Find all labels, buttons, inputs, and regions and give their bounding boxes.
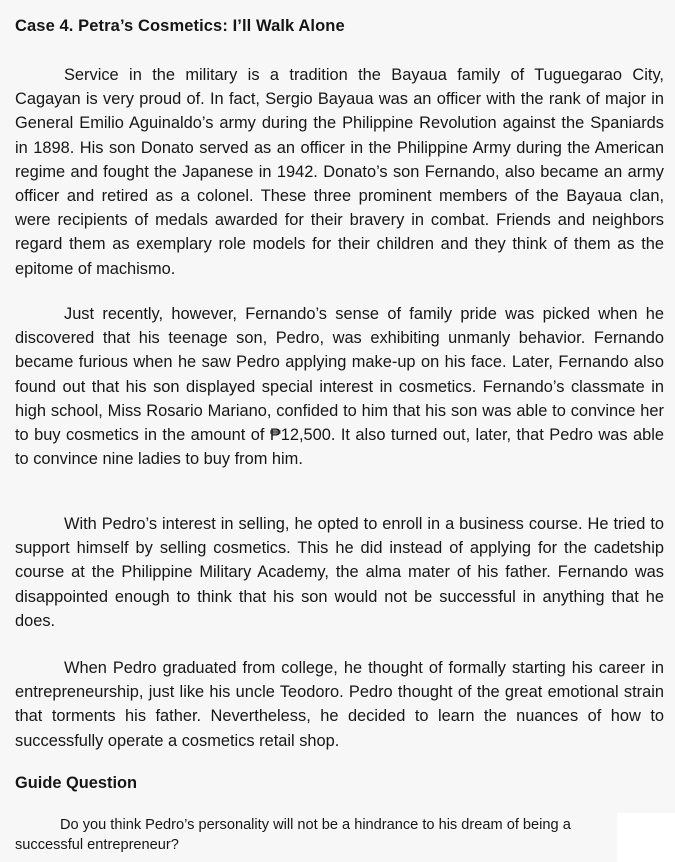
paragraph-family-tradition: Service in the military is a tradition the Bayaua family of Tuguegarao City, Cagayan is very proud of. In fact, Sergio Bayaua was an officer with the rank of major in General Emilio Aguinaldo’s army during the Philippine Revolution against the Spaniards in 1898. His son Donato served as an officer in the Philippine Army during the American regime and fought the Japanese in 1942. Donato’s son Fernando, also became an army officer and retired as a colonel. These three prominent members of the Bayaua clan, were recipients of medals awarded for their bravery in combat. Friends and neighbors regard them as exemplary role models for their children and they think of them as the epitome of machismo. — [15, 66, 664, 278]
paragraph-pedro-behavior: Just recently, however, Fernando’s sense of family pride was picked when he discovered that his teenage son, Pedro, was exhibiting unmanly behavior. Fernando became furious when he saw Pedro applying make-up on his face. Later, Fernando also found out that his son displayed special interest in cosmetics. Fernando’s classmate in high school, Miss Rosario Mariano, confided to him that his son was able to convince her to buy cosmetics in the amount of ₱12,500. It also turned out, later, that Pedro was able to convince nine ladies to buy from him. — [15, 305, 664, 469]
paragraph-entrepreneurship: When Pedro graduated from college, he thought of formally starting his career in entrepreneurship, just like his uncle Teodoro. Pedro thought of the great emotional strain that torments his father. Nevertheless, he decided to learn the nuances of how to successfully operate a cosmetics retail shop. — [15, 659, 664, 750]
case-title: Case 4. Petra’s Cosmetics: I’ll Walk Alone — [15, 17, 345, 35]
paragraph-business-course: With Pedro’s interest in selling, he opted to enroll in a business course. He tried to support himself by selling cosmetics. This he did instead of applying for the cadetship course at the Philippine Military Academy, the alma mater of his father. Fernando was disappointed enough to think that his son would not be successful in anything that he does. — [15, 515, 664, 630]
guide-question-heading: Guide Question — [15, 774, 138, 792]
guide-question-text: Do you think Pedro’s personality will not be a hindrance to his dream of being a successful entrepreneur? — [15, 817, 571, 853]
blank-corner-patch — [617, 813, 675, 862]
